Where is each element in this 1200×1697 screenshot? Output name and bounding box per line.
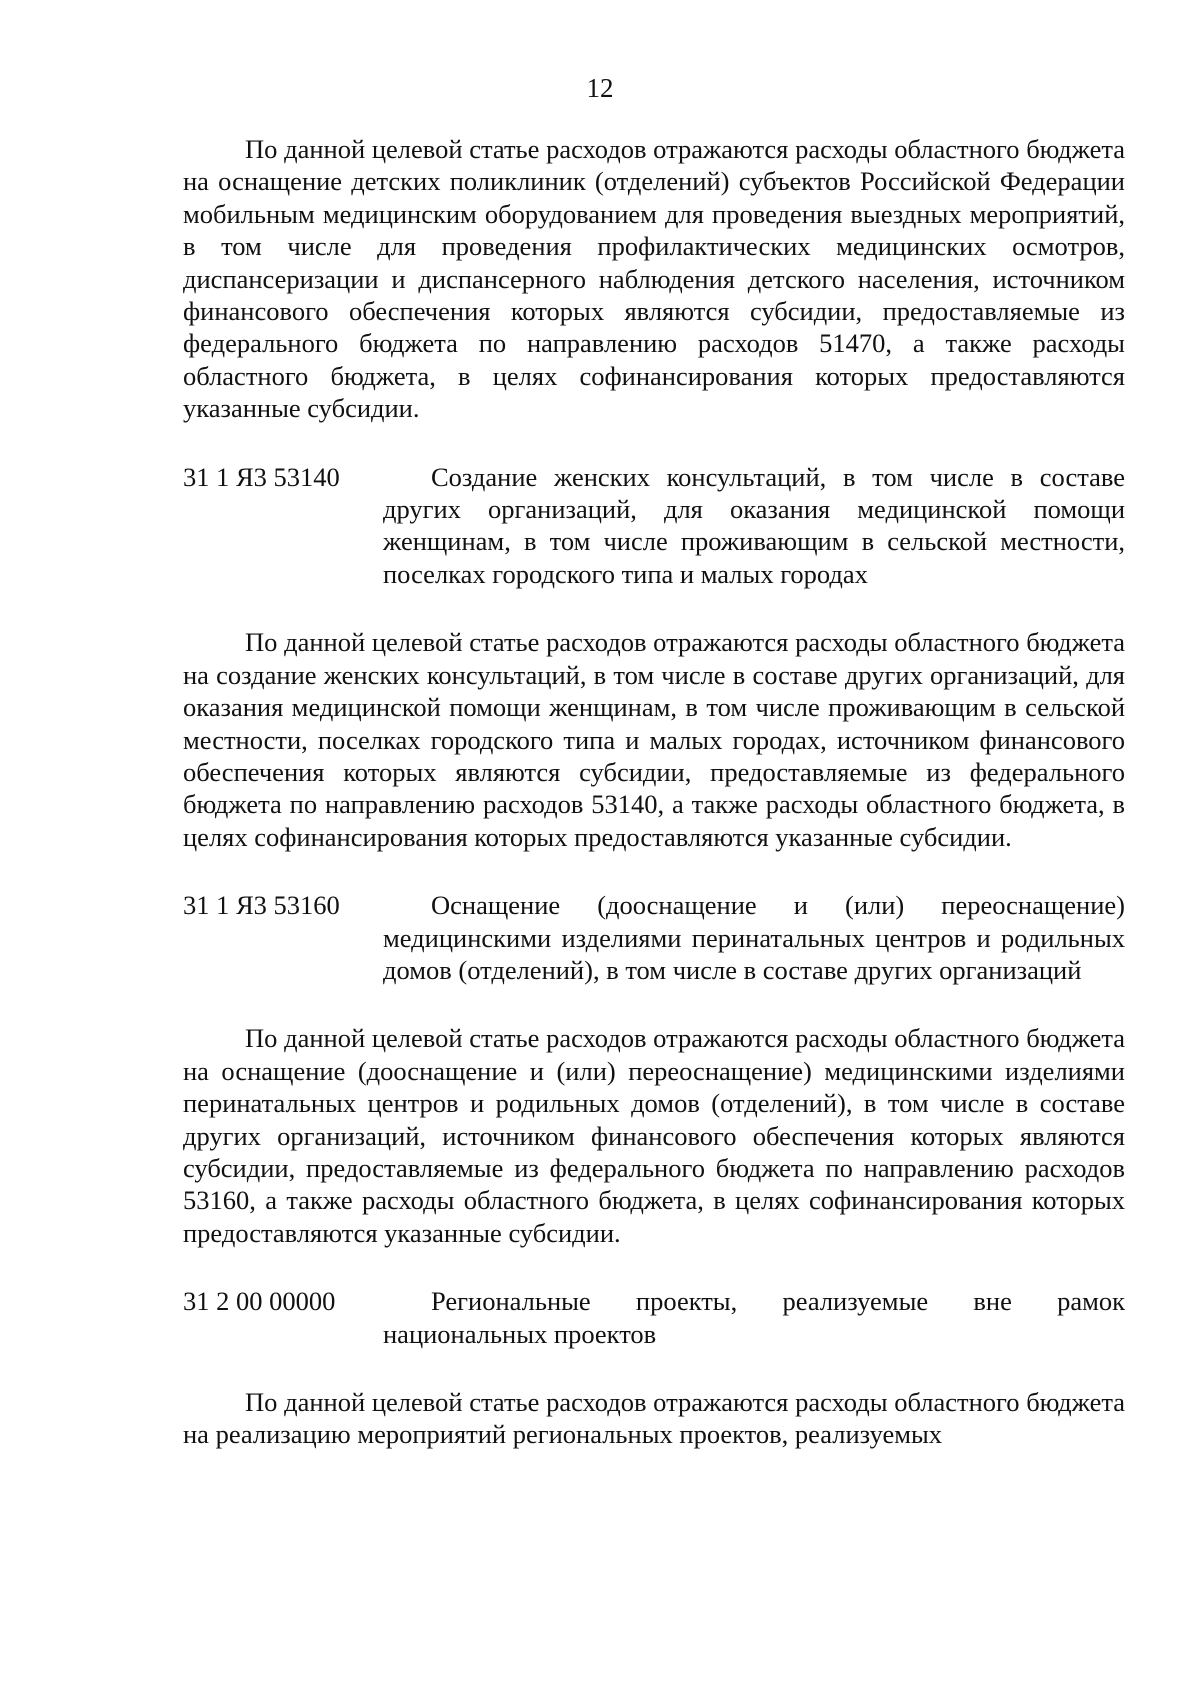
paragraph-53140-description: По данной целевой статье расходов отражаются расходы областного бюджета на создание женских консультаций, в том числе в составе других организаций, для оказания медицинской помощи женщинам, в том числе проживающим в сельской местности, поселках городского типа и малых городах, источником финансового обеспечения которых являются субсидии, предоставляемые из федерального бюджета по направлению расходов 53140, а также расходы областного бюджета, в целях софинансирования которых предоставляются указанные субсидии.	[183, 627, 1125, 852]
page-number: 12	[586, 73, 614, 103]
budget-entry-53160	[183, 889, 1125, 986]
entry-code: 31 1 Я3 53160	[183, 890, 340, 921]
budget-entry-regional-projects	[183, 1285, 1125, 1350]
entry-title: Региональные проекты, реализуемые вне рамок национальных проектов	[383, 1286, 1125, 1349]
document-body	[183, 133, 1125, 1451]
entry-title: Оснащение (дооснащение и (или) переоснащение) медицинскими изделиями перинатальных центров и родильных домов (отделений), в том числе в составе других организаций	[383, 890, 1125, 985]
entry-title: Создание женских консультаций, в том числе в составе других организаций, для оказания медицинской помощи женщинам, в том числе проживающим в сельской местности, поселках городского типа и малых городах	[383, 461, 1125, 589]
paragraph-53160-description: По данной целевой статье расходов отражаются расходы областного бюджета на оснащение (дооснащение и (или) переоснащение) медицинскими изделиями перинатальных центров и родильных домов (отделений), в том числе в составе других организаций, источником финансового обеспечения которых являются субсидии, предоставляемые из федерального бюджета по направлению расходов 53160, а также расходы областного бюджета, в целях софинансирования которых предоставляются указанные субсидии.	[183, 1023, 1125, 1248]
entry-code: 31 1 Я3 53140	[183, 461, 340, 492]
paragraph-51470-description: По данной целевой статье расходов отражаются расходы областного бюджета на оснащение детских поликлиник (отделений) субъектов Российской Федерации мобильным медицинским оборудованием для проведения выездных мероприятий, в том числе для проведения профилактических медицинских осмотров, диспансеризации и диспансерного наблюдения детского населения, источником финансового обеспечения которых являются субсидии, предоставляемые из федерального бюджета по направлению расходов 51470, а также расходы областного бюджета, в целях софинансирования которых предоставляются указанные субсидии.	[183, 134, 1125, 424]
paragraph-regional-projects-description: По данной целевой статье расходов отражаются расходы областного бюджета на реализацию мероприятий региональных проектов, реализуемых	[183, 1387, 1125, 1450]
budget-entry-53140	[183, 461, 1125, 591]
entry-code: 31 2 00 00000	[183, 1286, 336, 1317]
